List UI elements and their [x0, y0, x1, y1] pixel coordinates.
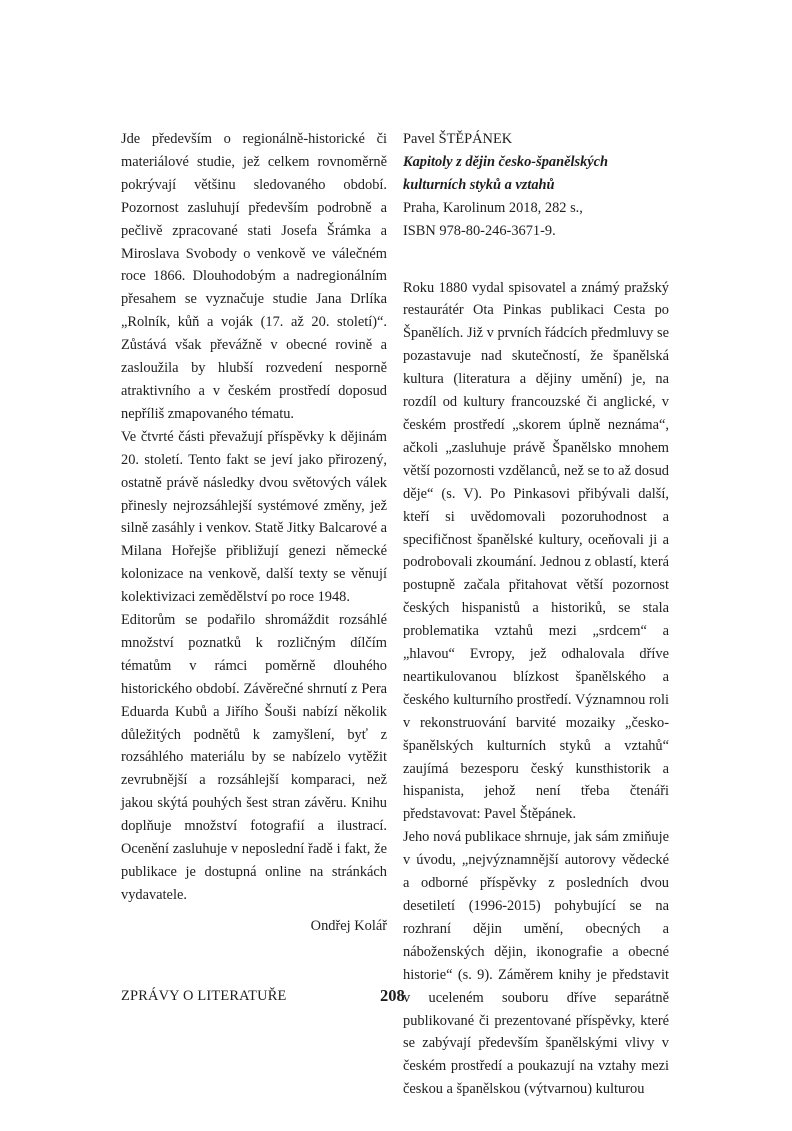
right-paragraph-2: Jeho nová publikace shrnuje, jak sám zmiňuje v úvodu, „nejvýznamnější autorovy vědecké a odborné příspěvky z posledních dvou desetiletí (1996-2015) pohybující se na rozhraní dějin umění, obecných a náboženských dějin, ikonografie a obecné historie“ (s. 9). Záměrem knihy je představit v uceleném souboru dříve separátně publikované či prezentované příspěvky, které se zabývají především španělskými vlivy v českém prostředí a poukazují na vztahy mezi českou a španělskou (výtvarnou) kulturou: [403, 829, 669, 1098]
review-header: [403, 128, 669, 243]
left-paragraph-2: Ve čtvrté části převažují příspěvky k dějinám 20. století. Tento fakt se jeví jako přirozený, ostatně právě následky dvou světových válek přinesly nejrozsáhlejší systémové změny, jež silně zasáhly i venkov. Statě Jitky Balcarové a Milana Hořejše přibližují genezi německé kolonizace na venkově, další texty se věnují kolektivizaci zemědělství po roce 1948.: [121, 428, 388, 606]
left-column: [121, 128, 387, 938]
left-paragraph-1: Jde především o regionálně-historické či materiálové studie, jež celkem rovnoměrně pokrývají většinu sledovaného období. Pozornost zasluhují především podrobně a pečlivě zpracované stati Josefa Šrámka a Miroslava Svobody o venkově ve válečném roce 1866. Dlouhodobým a nadregionálním přesahem se vyznačuje studie Jana Drlíka „Rolník, kůň a voják (17. až 20. století)“. Zůstává však převážně v obecné rovině a zasloužila by hlubší rozvedení nesporně atraktivního a v českém prostředí doposud nepříliš zmapovaného tématu.: [121, 131, 387, 422]
page-number: 208: [380, 986, 405, 1005]
right-paragraph-1: Roku 1880 vydal spisovatel a známý pražský restaurátér Ota Pinkas publikaci Cesta po Španělích. Již v prvních řádcích předmluvy se pozastavuje nad skutečností, že španělská kultura (literatura a dějiny umění) je, na rozdíl od kultury francouzské či anglické, v českém prostředí „skorem úplně neznáma“, ačkoli „zasluhuje právě Španělsko mnohem větší pozornosti vzdělanců, než se to až dosud děje“ (s. V). Po Pinkasovi přibývali další, kteří si uvědomovali pozoruhodnost a specifičnost španělské kultury, oceňovali ji a podrobovali zkoumání. Jednou z oblastí, která postupně začala přitahovat větší pozornost českých hispanistů a historiků, se stala problematika vztahů mezi „srdcem“ a „hlavou“ Evropy, jež odhalovala dříve neartikulovanou blízkost španělského a českého kulturního prostředí. Významnou roli v rekonstruování barvité mozaiky „česko-španělských kulturních styků a vztahů“ zaujímá bezesporu český kunsthistorik a hispanista, jehož není třeba čtenáři představovat: Pavel Štěpánek.: [403, 279, 669, 823]
right-column: [403, 128, 669, 1101]
review-signature: Ondřej Kolář: [310, 917, 387, 934]
review-book-publication: Praha, Karolinum 2018, 282 s.,: [403, 199, 583, 216]
footer-journal-title: ZPRÁVY O LITERATUŘE: [121, 988, 287, 1004]
review-book-isbn: ISBN 978-80-246-3671-9.: [403, 222, 556, 239]
review-book-title-line-1: Kapitoly z dějin česko-španělských: [403, 153, 609, 170]
review-book-author: Pavel ŠTĚPÁNEK: [403, 131, 513, 147]
left-paragraph-3: Editorům se podařilo shromáždit rozsáhlé množství poznatků k rozličným dílčím tématům v rámci poměrně dlouhého historického období. Závěrečné shrnutí z Pera Eduarda Kubů a Jiřího Šouši nabízí několik důležitých podnětů k zamyšlení, byť z rozsáhlého materiálu by se nabízelo vytěžit zevrubnější a rozsáhlejší komparaci, než jakou skýtá pouhých šest stran závěru. Knihu doplňuje množství fotografií a ilustrací. Ocenění zasluhuje v neposlední řadě i fakt, že publikace je dostupná online na stránkách vydavatele.: [121, 612, 387, 903]
review-book-title-line-2: kulturních styků a vztahů: [403, 176, 555, 193]
